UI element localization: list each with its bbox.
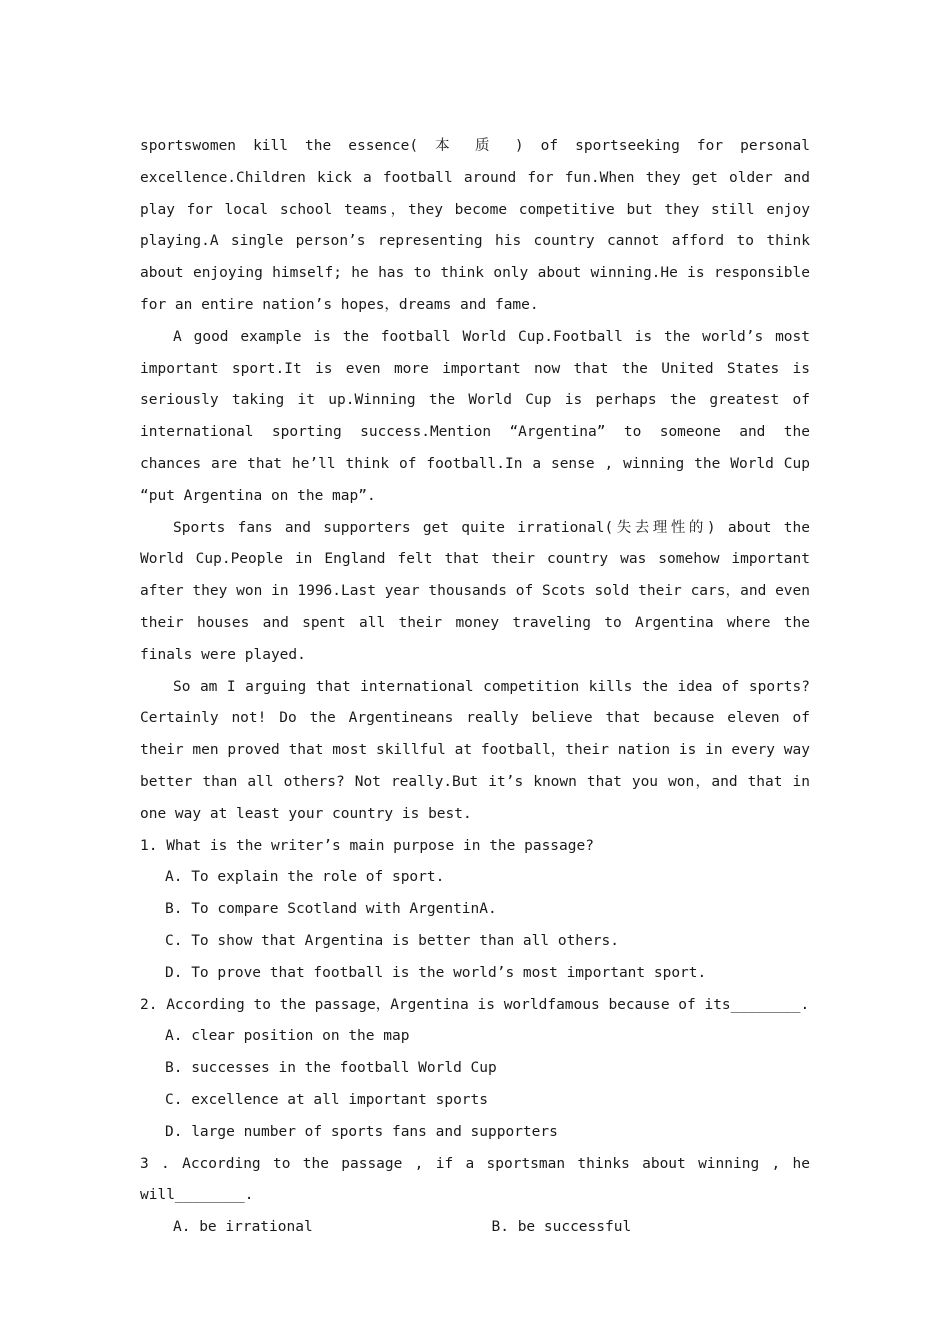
question-1 <box>140 831 810 990</box>
question-2-option-d: D. large number of sports fans and supporters <box>165 1123 558 1140</box>
passage-paragraph-2: A good example is the football World Cup.Football is the world’s most important sport.It is even more important now that the United States is seriously taking it up.Winning the World Cup is perhaps the greatest of international sporting success.Mention “Argentina” to someone and the chances are that he’ll think of football.In a sense , winning the World Cup “put Argentina on the map”. <box>140 328 810 504</box>
question-3-option-b: B. be successful <box>491 1219 632 1236</box>
question-1-stem: 1. What is the writer’s main purpose in the passage? <box>140 837 594 854</box>
question-2-stem: 2. According to the passage，Argentina is worldfamous because of its________. <box>140 996 810 1013</box>
question-1-option-a: A. To explain the role of sport. <box>165 869 445 886</box>
question-1-option-d: D. To prove that football is the world’s most important sport. <box>165 964 707 981</box>
passage-paragraph-1: sportswomen kill the essence( 本 质 ) of sportseeking for personal excellence.Children kick a football around for fun.When they get older and play for local school teams，they become competitive but they still enjoy playing.A single person’s representing his country cannot afford to think about enjoying himself; he has to think only about winning.He is responsible for an entire nation’s hopes，dreams and fame. <box>140 138 810 313</box>
question-2 <box>140 990 810 1149</box>
passage-paragraph-3: Sports fans and supporters get quite irrational(失去理性的) about the World Cup.People in England felt that their country was somehow important after they won in 1996.Last year thousands of Scots sold their cars，and even their houses and spent all their money traveling to Argentina where the finals were played. <box>140 519 810 663</box>
question-1-option-c: C. To show that Argentina is better than all others. <box>165 932 619 949</box>
question-3-stem: 3 . According to the passage , if a sportsman thinks about winning , he will________. <box>140 1155 810 1204</box>
question-2-option-c: C. excellence at all important sports <box>165 1091 489 1108</box>
document-page <box>140 131 810 1244</box>
question-2-option-a: A. clear position on the map <box>165 1028 410 1045</box>
question-3 <box>140 1149 810 1244</box>
passage-paragraph-4: So am I arguing that international competition kills the idea of sports? Certainly not! Do the Argentineans really believe that because eleven of their men proved that most skillful at football，their nation is in every way better than all others? Not really.But it’s known that you won，and that in one way at least your country is best. <box>140 678 810 822</box>
question-3-option-a: A. be irrational <box>173 1219 313 1236</box>
question-2-option-b: B. successes in the football World Cup <box>165 1060 497 1077</box>
question-1-option-b: B. To compare Scotland with ArgentinA. <box>165 901 497 918</box>
question-3-options <box>140 1212 810 1244</box>
